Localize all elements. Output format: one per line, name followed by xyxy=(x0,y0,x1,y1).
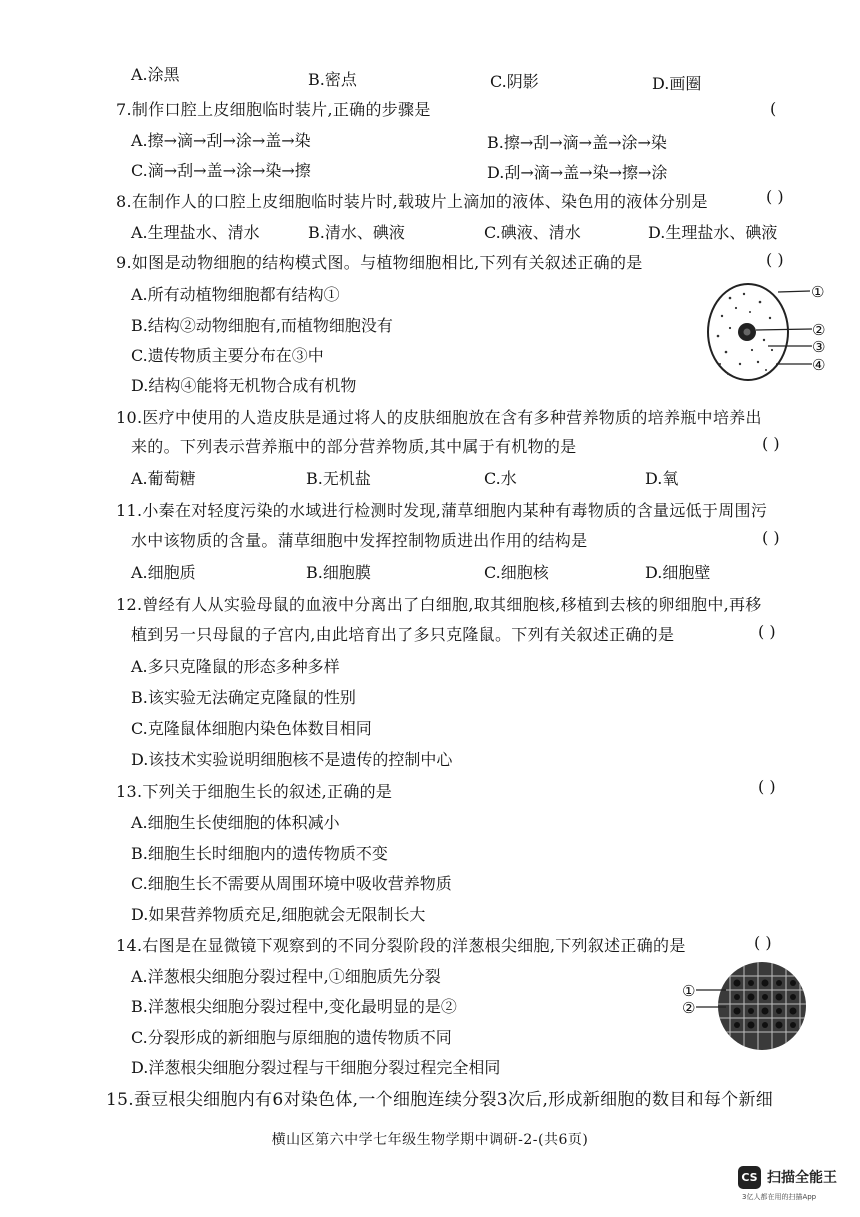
q6-option-b: B.密点 xyxy=(308,70,357,89)
q11-stem-line1: 11.小秦在对轻度污染的水域进行检测时发现,蒲草细胞内某种有毒物质的含量远低于周围污 xyxy=(116,501,768,520)
q6-option-c: C.阴影 xyxy=(490,72,539,91)
q9-option-b: B.结构②动物细胞有,而植物细胞没有 xyxy=(131,316,393,335)
q9-option-c: C.遗传物质主要分布在③中 xyxy=(131,346,324,365)
q13-answer-paren: ( ) xyxy=(758,777,776,796)
q12-option-d: D.该技术实验说明细胞核不是遗传的控制中心 xyxy=(131,750,453,769)
onion-root-tip-micrograph xyxy=(682,962,812,1052)
q10-option-a: A.葡萄糖 xyxy=(131,469,196,488)
q10-option-d: D.氧 xyxy=(645,469,679,488)
cell-label-3: ③ xyxy=(812,338,826,356)
q11-option-b: B.细胞膜 xyxy=(306,563,371,582)
micrograph-label-2: ② xyxy=(682,999,696,1017)
q9-stem: 9.如图是动物细胞的结构模式图。与植物细胞相比,下列有关叙述正确的是 xyxy=(116,253,643,272)
q9-answer-paren: ( ) xyxy=(766,250,784,269)
q8-option-b: B.清水、碘液 xyxy=(308,223,405,242)
q7-option-a: A.擦→滴→刮→涂→盖→染 xyxy=(131,131,311,150)
camscanner-logo-icon: CS xyxy=(738,1166,761,1189)
q14-answer-paren: ( ) xyxy=(754,933,772,952)
q9-option-a: A.所有动植物细胞都有结构① xyxy=(131,285,340,304)
q13-option-b: B.细胞生长时细胞内的遗传物质不变 xyxy=(131,844,388,863)
q7-option-b: B.擦→刮→滴→盖→涂→染 xyxy=(487,133,667,152)
q13-option-c: C.细胞生长不需要从周围环境中吸收营养物质 xyxy=(131,874,452,893)
q11-stem-line2: 水中该物质的含量。蒲草细胞中发挥控制物质进出作用的结构是 xyxy=(131,531,588,550)
q14-option-b: B.洋葱根尖细胞分裂过程中,变化最明显的是② xyxy=(131,997,457,1016)
q12-answer-paren: ( ) xyxy=(758,622,776,641)
q9-option-d: D.结构④能将无机物合成有机物 xyxy=(131,376,357,395)
q8-answer-paren: ( ) xyxy=(766,187,784,206)
onion-root-tip-figure xyxy=(682,962,812,1052)
q6-option-a: A.涂黑 xyxy=(131,65,180,84)
q15-stem: 15.蚕豆根尖细胞内有6对染色体,一个细胞连续分裂3次后,形成新细胞的数目和每个新细 xyxy=(106,1090,774,1110)
q10-option-c: C.水 xyxy=(484,469,517,488)
q8-option-c: C.碘液、清水 xyxy=(484,223,581,242)
cell-label-2: ② xyxy=(812,321,826,339)
q10-option-b: B.无机盐 xyxy=(306,469,371,488)
q11-answer-paren: ( ) xyxy=(762,528,780,547)
q7-stem: 7.制作口腔上皮细胞临时装片,正确的步骤是 xyxy=(116,100,431,119)
micrograph-label-1: ① xyxy=(682,982,696,1000)
q11-option-a: A.细胞质 xyxy=(131,563,196,582)
q7-option-d: D.刮→滴→盖→染→擦→涂 xyxy=(487,163,668,182)
q10-stem-line1: 10.医疗中使用的人造皮肤是通过将人的皮肤细胞放在含有多种营养物质的培养瓶中培养出 xyxy=(116,408,762,427)
q13-option-d: D.如果营养物质充足,细胞就会无限制长大 xyxy=(131,905,426,924)
q12-stem-line2: 植到另一只母鼠的子宫内,由此培育出了多只克隆鼠。下列有关叙述正确的是 xyxy=(131,625,675,644)
animal-cell-figure xyxy=(700,278,840,390)
q12-option-c: C.克隆鼠体细胞内染色体数目相同 xyxy=(131,719,372,738)
q13-option-a: A.细胞生长使细胞的体积减小 xyxy=(131,813,340,832)
watermark-title: 扫描全能王 xyxy=(767,1170,837,1186)
animal-cell-diagram xyxy=(700,278,840,390)
q14-stem: 14.右图是在显微镜下观察到的不同分裂阶段的洋葱根尖细胞,下列叙述正确的是 xyxy=(116,936,686,955)
q8-option-a: A.生理盐水、清水 xyxy=(131,223,260,242)
q13-stem: 13.下列关于细胞生长的叙述,正确的是 xyxy=(116,782,393,801)
q7-option-c: C.滴→刮→盖→涂→染→擦 xyxy=(131,161,311,180)
q10-answer-paren: ( ) xyxy=(762,434,780,453)
q6-option-d: D.画圈 xyxy=(652,74,702,93)
q12-option-a: A.多只克隆鼠的形态多种多样 xyxy=(131,657,340,676)
q14-option-a: A.洋葱根尖细胞分裂过程中,①细胞质先分裂 xyxy=(131,967,441,986)
q10-stem-line2: 来的。下列表示营养瓶中的部分营养物质,其中属于有机物的是 xyxy=(131,437,577,456)
watermark-subtitle: 3亿人都在用的扫描App xyxy=(742,1193,817,1201)
q12-stem-line1: 12.曾经有人从实验母鼠的血液中分离出了白细胞,取其细胞核,移植到去核的卵细胞中,再移 xyxy=(116,595,762,614)
q11-option-c: C.细胞核 xyxy=(484,563,549,582)
page-footer: 横山区第六中学七年级生物学期中调研-2-(共6页) xyxy=(271,1132,589,1148)
q8-stem: 8.在制作人的口腔上皮细胞临时装片时,载玻片上滴加的液体、染色用的液体分别是 xyxy=(116,192,708,211)
q11-option-d: D.细胞壁 xyxy=(645,563,711,582)
scanner-watermark xyxy=(738,1163,848,1203)
microscope-field xyxy=(718,962,806,1050)
cell-label-1: ① xyxy=(811,283,825,301)
q14-option-d: D.洋葱根尖细胞分裂过程与干细胞分裂过程完全相同 xyxy=(131,1058,501,1077)
q8-option-d: D.生理盐水、碘液 xyxy=(648,223,778,242)
q12-option-b: B.该实验无法确定克隆鼠的性别 xyxy=(131,688,356,707)
q7-answer-paren: ( xyxy=(770,99,777,118)
q14-option-c: C.分裂形成的新细胞与原细胞的遗传物质不同 xyxy=(131,1028,452,1047)
cell-label-4: ④ xyxy=(812,356,826,374)
nucleolus xyxy=(744,329,751,336)
